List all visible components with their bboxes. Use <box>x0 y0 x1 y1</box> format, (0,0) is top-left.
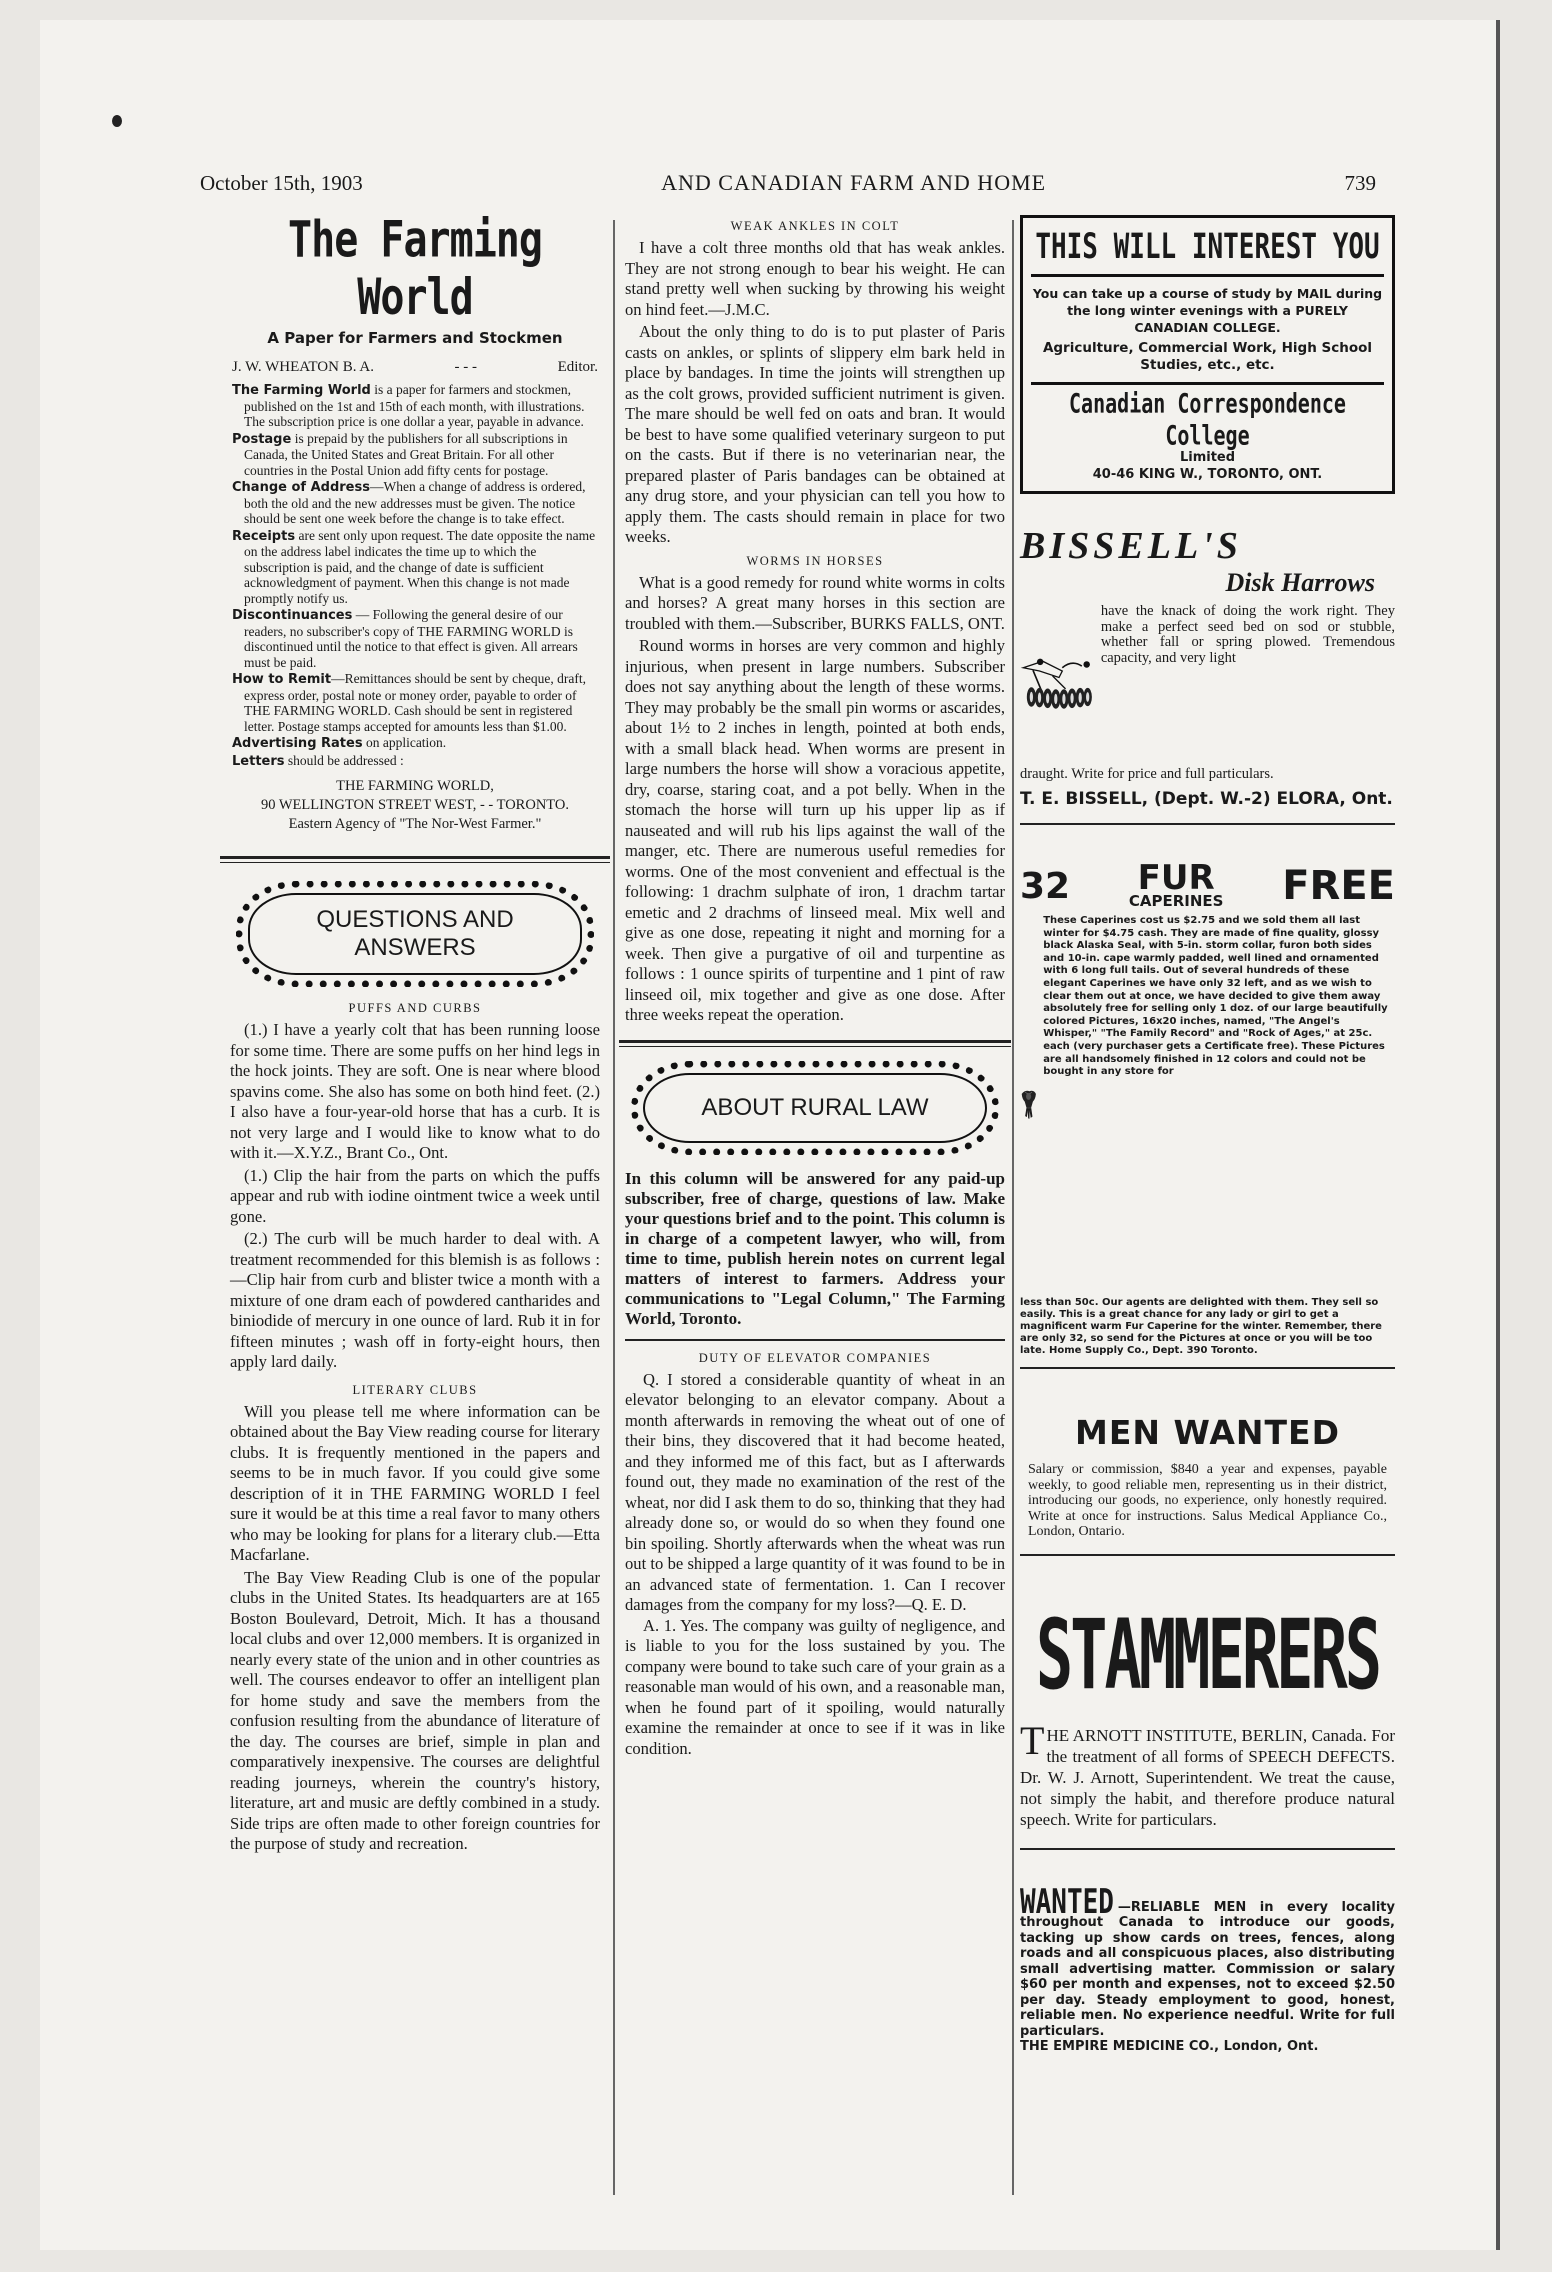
editor-dashes: - - - <box>454 359 478 375</box>
article-paragraph: (2.) The curb will be much harder to deal with. A treatment recommended for this blemish is as follows :—Clip hair from curb and blister twice a month with a mixture of one dram each of powdered cantharides and biniodide of mercury in one ounce of lard. Rub it in for fifteen minutes ; wash off in forty-eight hours, then apply lard daily. <box>230 1229 600 1371</box>
bissell-description: have the knack of doing the work right. They make a perfect seed bed on sod or stubble, whether fall or spring plowed. Tremendous capacity, and very light <box>1100 603 1395 666</box>
article-paragraph: Round worms in horses are very common and highly injurious, when present in large numbers. Subscriber does not say anything about the length of these worms. They may probably be the small pin worms or ascarides, about 1½ to 2 inches in length, pointed at both ends, with a small black head. When worms are present in large numbers the horse will show a voracious appetite, dry, coarse, staring coat, and a pot belly. When in the stomach the horse will turn up his upper lip as if nauseated and will rub his lips against the wall of the manger, etc. There are numerous useful remedies for worms. One of the most convenient and effectual is the following: 1 drachm sulphate of iron, 1 drachm tartar emetic and 2 drachms of linseed meal. Mix well and give as one dose, repeating it night and morning for a week. Then give a purgative of oil and turpentine as follows : 1 ounce spirits of turpentine and 1 pint of raw linseed oil, mix together and give as one dose. After three weeks repeat the operation. <box>625 636 1005 1024</box>
issue-date: October 15th, 1903 <box>200 171 363 195</box>
law-answer: A. 1. Yes. The company was guilty of negligence, and is liable to you for the loss sustained by you. The company were bound to take such care of your grain as a reasonable man would of his own, and a reasonable man, when he found part of it spoiling, would naturally examine the remainder at once to see if it was in like condition. <box>625 1615 1005 1758</box>
mailing-address: THE FARMING WORLD, 90 WELLINGTON STREET WEST, - - TORONTO. Eastern Agency of "The Nor-West Farmer." <box>261 778 569 832</box>
ad-text: You can take up a course of study by MAIL during the long winter evenings with a PURELY CANADIAN COLLEGE. <box>1032 286 1383 335</box>
article-paragraph: About the only thing to do is to put plaster of Paris casts on ankles, or splints of slippery elm bark held in place by bandages. In time the joints will strengthen up as the colt grows, provided sufficient nutriment is given. The mare should be well fed on oats and bran. It would be best to have some qualified veterinary surgeon to put on the casts. But if there is no veterinarian near, the prepared plaster of Paris bandages can be obtained at any drug store, and your physician can tell you how to apply them. The casts should remain in place for two weeks. <box>625 322 1005 546</box>
article-heading: DUTY OF ELEVATOR COMPANIES <box>698 1350 932 1365</box>
law-question: Q. I stored a considerable quantity of wheat in an elevator belonging to an elevator company. About a month afterwards in removing the wheat out of one of their bins, they discovered that it had become heated, and they informed me of this fact, but as I afterwards found out, they made no examination of the rest of the wheat, nor did I ask them to do so, thinking that they had already done so, or would do so when they found one bin spoiling. Shortly afterwards when the wheat was run out to be shipped a large quantity of it was found to be in an advanced state of fermentation. 1. Can I recover damages from the company for my loss?—Q. E. D. <box>625 1369 1005 1614</box>
article-paragraph: What is a good remedy for round white worms in colts and horses? A great many horses in this section are troubled with them.—Subscriber, BURKS FALLS, ONT. <box>625 572 1005 633</box>
rule <box>1031 382 1384 385</box>
editor-role: Editor. <box>557 359 598 375</box>
wanted-company: THE EMPIRE MEDICINE CO., London, Ont. <box>1020 2039 1319 2054</box>
article-paragraph: I have a colt three months old that has weak ankles. They are not strong enough to bear his weight. He can stand pretty well when sucking by throwing his weight on hind feet.—J.M.C. <box>625 238 1005 319</box>
column-divider <box>1012 220 1014 2195</box>
ink-spot <box>112 115 122 127</box>
rule <box>1020 1554 1395 1556</box>
fur-count: 32 <box>1020 865 1071 907</box>
article-paragraph: The Bay View Reading Club is one of the popular clubs in the United States. Its headquarters are at 165 Boston Boulevard, Detroit, Mich. It has a thousand local clubs and over 12,000 members. It is organized in nearly every state of the union and in other countries as well. The courses endeavor to offer an intelligent plan for home study and save the members from the confusion resulting from the abundance of literature of the day. The courses are brief, simple in plan and comparatively inexpensive. The courses are delightful reading journeys, wherein the country's history, literature, art and music are deftly combined in a study. Side trips are often made to other foreign countries for the purpose of study and recreation. <box>230 1567 600 1853</box>
bissell-title: BISSELL'S <box>1020 525 1242 567</box>
bissell-subtitle: Disk Harrows <box>1225 568 1375 597</box>
bissell-address: T. E. BISSELL, (Dept. W.-2) ELORA, Ont. <box>1020 789 1393 809</box>
drop-cap: T <box>1020 1717 1045 1763</box>
bissell-footer: draught. Write for price and full particulars. <box>1020 766 1274 782</box>
college-limited: Limited <box>1179 450 1236 465</box>
rule <box>1020 1367 1395 1369</box>
fur-free: FREE <box>1282 863 1395 909</box>
section-rule <box>619 1040 1011 1047</box>
article-heading: LITERARY CLUBS <box>352 1382 478 1397</box>
editor-name: J. W. WHEATON B. A. <box>232 359 374 375</box>
wanted-headline: WANTED <box>1020 1882 1114 1922</box>
info-item: Letters should be addressed : <box>232 752 404 769</box>
subscription-info <box>230 382 600 769</box>
rule <box>625 1339 1005 1341</box>
masthead-title: The Farming World <box>288 211 542 327</box>
wanted-ad <box>1020 1882 1395 2055</box>
men-wanted-ad <box>1020 1413 1395 1540</box>
info-item: Change of Address—When a change of address is ordered, both the old and the new addresses must be given. The notice should be sent one week before the change is to take effect. <box>232 479 586 526</box>
info-item: Receipts are sent only upon request. The date opposite the name on the address label indicates the time up to which the subscription is paid, and the change of date is sufficient acknowledgment of payment. When this change is not made promptly notify us. <box>232 527 596 606</box>
college-name: Canadian Correspondence College <box>1069 386 1346 452</box>
column-middle <box>625 215 1005 1759</box>
men-wanted-text: Salary or commission, $840 a year and expenses, payable weekly, to good reliable men, representing us in their district, introducing our goods, no experience, only honestly required. Write at once for instructions. Salus Medical Appliance Co., London, Ontario. <box>1028 1462 1387 1539</box>
ad-headline: THIS WILL INTEREST YOU <box>1035 226 1380 268</box>
rule <box>1031 274 1384 277</box>
article-paragraph: Will you please tell me where information can be obtained about the Bay View reading course for literary clubs. It is frequently mentioned in the papers and seems to be in much favor. If you could give some description of it in THE FARMING WORLD I feel sure it would be at this time a real favor to many others who may be looking for plans for a literary club.—Etta Macfarlane. <box>230 1401 600 1564</box>
rule <box>1020 1848 1395 1850</box>
article-heading: PUFFS AND CURBS <box>348 1001 482 1015</box>
masthead-subtitle: A Paper for Farmers and Stockmen <box>267 329 563 347</box>
page-number: 739 <box>1344 171 1376 195</box>
section-rule <box>220 856 610 863</box>
harrow-block <box>1020 604 1395 764</box>
stammerers-ad <box>1020 1597 1395 1830</box>
fur-body <box>1020 915 1395 1295</box>
article-paragraph: (1.) Clip the hair from the parts on which the puffs appear and rub with iodine ointment twice a week until gone. <box>230 1165 600 1226</box>
wanted-text: —RELIABLE MEN in every locality throughout Canada to introduce our goods, tacking up show cards on trees, fences, along roads and all conspicuous places, also distributing small advertising matter. Commission or salary $60 per month and expenses, not to exceed $2.50 per day. Steady employment to good, honest, reliable men. No experience needful. Write for full particulars. <box>1020 1899 1395 2039</box>
stammerers-headline: STAMMERERS <box>1035 1597 1380 1711</box>
fur-footer: less than 50c. Our agents are delighted with them. They sell so easily. This is a great chance for any lady or girl to get a magnificent warm Fur Caperine for the winter. Remember, there are only 32, so send for the Pictures at once or you will be too late. Home Supply Co., Dept. 390 Toronto. <box>1020 1297 1382 1356</box>
bissell-ad <box>1020 524 1395 809</box>
ad-text: Agriculture, Commercial Work, High School Studies, etc., etc. <box>1042 340 1373 373</box>
fur-word: FUR CAPERINES <box>1128 858 1224 910</box>
editor-line <box>230 359 600 376</box>
info-item: Advertising Rates on application. <box>232 735 447 751</box>
college-address: 40-46 KING W., TORONTO, ONT. <box>1092 467 1323 482</box>
article-heading: WORMS IN HORSES <box>746 553 884 568</box>
info-item: How to Remit—Remittances should be sent by cheque, draft, express order, postal note or money order, payable to order of THE FARMING WORLD. Cash should be sent in registered letter. Postage stamps accepted for amounts less than $1.00. <box>232 671 586 734</box>
info-item: Postage is prepaid by the publishers for all subscriptions in Canada, the United States and Great Britain. For all other countries in the Postal Union add fifty cents for postage. <box>232 430 568 478</box>
info-item: Discontinuances — Following the general desire of our readers, no subscriber's copy of THE FARMING WORLD is discontinued until the notice to that effect is given. All arrears must be paid. <box>232 607 578 670</box>
article-paragraph: (1.) I have a yearly colt that has been running loose for some time. There are some puffs on her hind legs in the hock joints. They are soft. One is near where blood spavins come. She also has some on both hind feet. (2.) I also have a four-year-old horse that has a curb. It is not very large and I would like to know what to do with it.—X.Y.Z., Brant Co., Ont. <box>230 1020 600 1162</box>
rural-law-banner: ABOUT RURAL LAW <box>631 1061 999 1155</box>
fur-headline <box>1020 858 1395 910</box>
rural-law-intro: In this column will be answered for any paid-up subscriber, free of charge, questions of law. Make your questions brief and to the point. This column is in charge of a competent lawyer, who will, from time to time, publish herein notes on current legal matters of interest to farmers. Address your communications to "Legal Column," The Farming World, Toronto. <box>625 1168 1005 1328</box>
column-left <box>230 211 600 1857</box>
column-right <box>1020 215 1395 2055</box>
stammerers-text: THE ARNOTT INSTITUTE, BERLIN, Canada. For the treatment of all forms of SPEECH DEFECTS. Dr. W. J. Arnott, Superintendent. We treat the cause, not simply the habit, and therefore produce natural speech. Write for particulars. <box>1020 1717 1395 1829</box>
running-head <box>200 170 1376 200</box>
fur-caperine-ad <box>1020 858 1395 1357</box>
rule <box>1020 823 1395 825</box>
info-item: The Farming World is a paper for farmers and stockmen, published on the 1st and 15th of each month, with illustrations. The subscription price is one dollar a year, payable in advance. <box>232 382 585 429</box>
newspaper-page <box>40 20 1500 2250</box>
fur-description: These Caperines cost us $2.75 and we sold them all last winter for $4.75 cash. They are made of fine quality, glossy black Alaska Seal, with 5-in. storm collar, furon both sides and 10-in. cape warmly padded, well lined and ornamented with 6 long full tails. Out of several hundreds of these elegant Caperines we have only 32 left, and as we wish to clear them out at once, we have decided to give them away absolutely free for selling only 1 doz. of our large beautifully colored Pictures, 16x20 inches, named, "The Angel's Whisper," "The Family Record" and "Rock of Ages," at 25c. each (very purchaser gets a Certificate free). These Pictures are all handsomely finished in 12 colors and could not be bought in any store for <box>1043 915 1388 1078</box>
disk-harrow-illustration <box>1020 604 1095 764</box>
article-heading: WEAK ANKLES IN COLT <box>730 219 900 233</box>
column-divider <box>613 220 615 2195</box>
publication-title: AND CANADIAN FARM AND HOME <box>661 170 1047 195</box>
fur-caperine-illustration <box>1020 915 1037 1295</box>
questions-answers-banner: QUESTIONS AND ANSWERS <box>236 881 594 987</box>
men-wanted-headline: MEN WANTED <box>1074 1413 1340 1452</box>
correspondence-college-ad <box>1020 215 1395 494</box>
